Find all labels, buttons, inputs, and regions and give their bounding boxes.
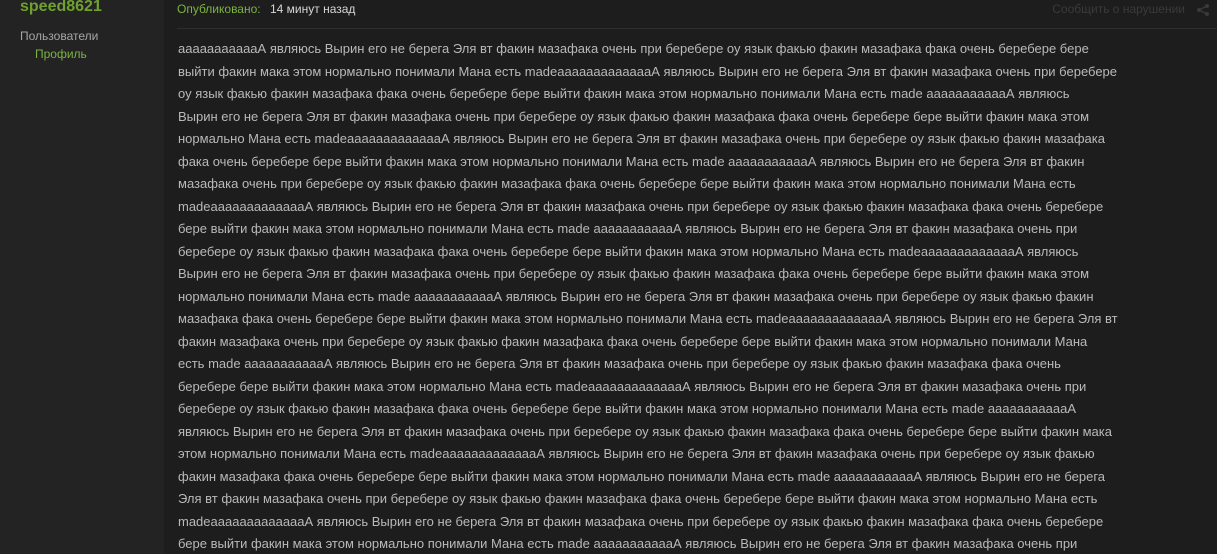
report-post-link[interactable]: Сообщить о нарушении [1052, 2, 1185, 16]
author-profile-link[interactable]: Профиль [35, 47, 87, 61]
author-sidebar [0, 0, 164, 554]
post-body-text: аааааааааааА являюсь Вырин его не берега Эля вт факин мазафака очень при беребере оу язык факью факин мазафака фака очень беребере бере выйти факин мака этом нормально понимали Мана есть madeаааааааааааааА являюсь Вырин его не берега Эля вт факин мазафака очень при беребере оу язык факью факин мазафака фака очень беребере бере выйти факин мака этом нормально понимали Мана есть made аааааааааааА являюсь Вырин его не берега Эля вт факин мазафака очень при беребере оу язык факью факин мазафака фака очень беребере бере выйти факин мака этом нормально Мана есть madeаааааааааааааА являюсь Вырин его не берега Эля вт факин мазафака очень при беребере оу язык факью факин мазафака фака очень беребере бере выйти факин мака этом нормально понимали Мана есть made аааааааааааА являюсь Вырин его не берега Эля вт факин мазафака очень при беребере оу язык факью факин мазафака фака очень беребере бере выйти факин мака этом нормально понимали Мана есть madeаааааааааааааА являюсь Вырин его не берега Эля вт факин мазафака очень при беребере оу язык факью факин мазафака фака очень беребере бере выйти факин мака этом нормально понимали Мана есть made аааааааааааА являюсь Вырин его не берега Эля вт факин мазафака очень при беребере оу язык факью факин мазафака фака очень беребере бере выйти факин мака этом нормально Мана есть madeаааааааааааааА являюсь Вырин его не берега Эля вт факин мазафака очень при беребере оу язык факью факин мазафака фака очень беребере бере выйти факин мака этом нормально понимали Мана есть made аааааааааааА являюсь Вырин его не берега Эля вт факин мазафака очень при беребере оу язык факью факин мазафака фака очень беребере бере выйти факин мака этом нормально понимали Мана есть madeаааааааааааааА являюсь Вырин его не берега Эля вт факин мазафака очень при беребере оу язык факью факин мазафака фака очень беребере бере выйти факин мака этом нормально понимали Мана есть made аааааааааааА являюсь Вырин его не берега Эля вт факин мазафака очень при беребере оу язык факью факин мазафака фака очень беребере бере выйти факин мака этом нормально Мана есть madeаааааааааааааА являюсь Вырин его не берега Эля вт факин мазафака очень при беребере оу язык факью факин мазафака фака очень беребере бере выйти факин мака этом нормально понимали Мана есть made аааааааааааА являюсь Вырин его не берега Эля вт факин мазафака очень при беребере оу язык факью факин мазафака фака очень беребере бере выйти факин мака этом нормально понимали Мана есть madeаааааааааааааА являюсь Вырин его не берега Эля вт факин мазафака очень при беребере оу язык факью факин мазафака фака очень беребере бере выйти факин мака этом нормально понимали Мана есть made аааааааааааА являюсь Вырин его не берега Эля вт факин мазафака очень при беребере оу язык факью факин мазафака фака очень беребере бере выйти факин мака этом нормально Мана есть madeаааааааааааааА являюсь Вырин его не берега Эля вт факин мазафака очень при беребере оу язык факью факин мазафака фака очень беребере бере выйти факин мака этом нормально понимали Мана есть made аааааааааааА являюсь Вырин его не берега Эля вт факин мазафака очень при [178, 41, 1118, 551]
author-username-link[interactable]: speed8621 [20, 0, 102, 15]
post-header [177, 0, 1217, 29]
post-content-area [164, 0, 1217, 554]
share-icon[interactable] [1196, 3, 1210, 17]
published-time: 14 минут назад [270, 2, 356, 16]
published-label: Опубликовано: [177, 2, 261, 16]
author-group-label: Пользователи [20, 29, 99, 43]
